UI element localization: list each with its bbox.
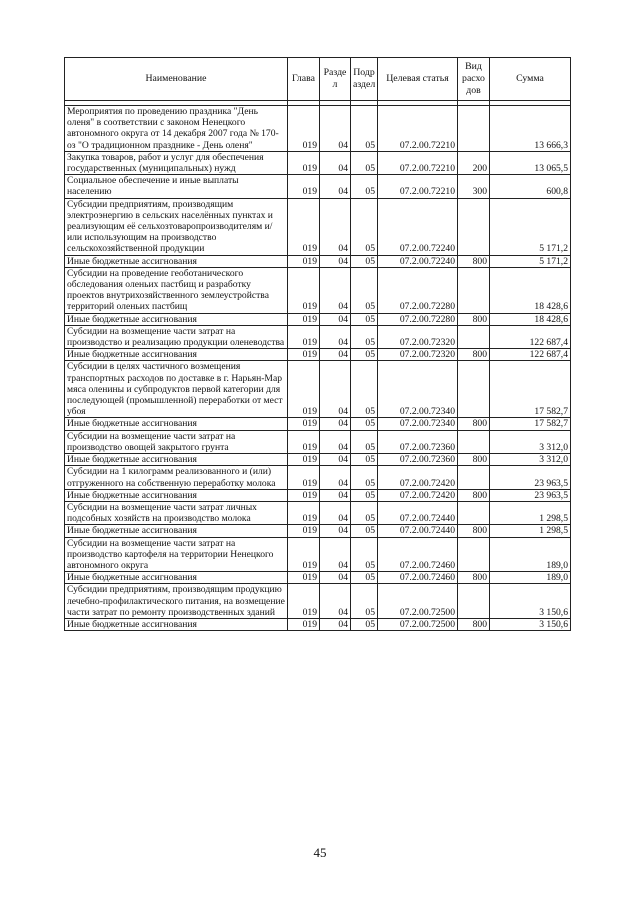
cell-name: Иные бюджетные ассигнования xyxy=(65,489,288,501)
cell-sum: 23 963,5 xyxy=(490,466,571,489)
cell-name: Субсидии на возмещение части затрат на производство картофеля на территории Ненецкого автономного округа xyxy=(65,537,288,572)
cell-name: Субсидии предприятиям, производящим электроэнергию в сельских населённых пунктах и реализующим её сельхозтоваропроизводителям и/или использующим на производство сельскохозяйственной продукции xyxy=(65,198,288,255)
cell-target-article: 07.2.00.72440 xyxy=(378,525,458,537)
cell-sum: 5 171,2 xyxy=(490,255,571,267)
cell-subsection: 05 xyxy=(351,501,378,524)
cell-target-article: 07.2.00.72500 xyxy=(378,584,458,619)
cell-expense-type: 200 xyxy=(458,151,490,174)
cell-subsection: 05 xyxy=(351,430,378,453)
cell-subsection: 05 xyxy=(351,349,378,361)
header-sum: Сумма xyxy=(490,58,571,101)
cell-expense-type: 800 xyxy=(458,454,490,466)
cell-sum: 3 312,0 xyxy=(490,454,571,466)
cell-chapter: 019 xyxy=(288,361,320,418)
cell-sum: 18 428,6 xyxy=(490,267,571,313)
table-row xyxy=(65,255,571,267)
cell-expense-type xyxy=(458,466,490,489)
cell-sum: 189,0 xyxy=(490,537,571,572)
table-row xyxy=(65,313,571,325)
cell-expense-type: 800 xyxy=(458,489,490,501)
cell-target-article: 07.2.00.72320 xyxy=(378,349,458,361)
cell-expense-type xyxy=(458,501,490,524)
cell-name: Субсидии на возмещение части затрат личных подсобных хозяйств на производство молока xyxy=(65,501,288,524)
table-row xyxy=(65,198,571,255)
cell-name: Субсидии на проведение геоботанического обследования оленьих пастбищ и разработку проектов внутрихозяйственного землеустройства территорий оленьих пастбищ xyxy=(65,267,288,313)
cell-name: Иные бюджетные ассигнования xyxy=(65,618,288,630)
cell-section: 04 xyxy=(320,525,351,537)
cell-subsection: 05 xyxy=(351,466,378,489)
header-target-article: Целевая статья xyxy=(378,58,458,101)
cell-target-article: 07.2.00.72460 xyxy=(378,572,458,584)
cell-name: Субсидии предприятиям, производящим продукцию лечебно-профилактического питания, на возмещение части затрат по ремонту производственных зданий xyxy=(65,584,288,619)
cell-section: 04 xyxy=(320,255,351,267)
table-row xyxy=(65,430,571,453)
cell-name: Иные бюджетные ассигнования xyxy=(65,418,288,430)
cell-target-article: 07.2.00.72280 xyxy=(378,267,458,313)
cell-sum: 3 150,6 xyxy=(490,584,571,619)
cell-section: 04 xyxy=(320,198,351,255)
table-row xyxy=(65,267,571,313)
cell-section: 04 xyxy=(320,418,351,430)
cell-target-article: 07.2.00.72360 xyxy=(378,454,458,466)
cell-sum: 17 582,7 xyxy=(490,418,571,430)
cell-sum: 18 428,6 xyxy=(490,313,571,325)
table-row xyxy=(65,618,571,630)
cell-section: 04 xyxy=(320,572,351,584)
cell-expense-type: 300 xyxy=(458,175,490,198)
cell-target-article: 07.2.00.72210 xyxy=(378,175,458,198)
cell-chapter: 019 xyxy=(288,584,320,619)
cell-target-article: 07.2.00.72440 xyxy=(378,501,458,524)
cell-chapter: 019 xyxy=(288,198,320,255)
header-expense-type: Вид расхо дов xyxy=(458,58,490,101)
cell-target-article: 07.2.00.72420 xyxy=(378,489,458,501)
cell-section: 04 xyxy=(320,466,351,489)
cell-expense-type: 800 xyxy=(458,313,490,325)
cell-expense-type xyxy=(458,430,490,453)
cell-target-article: 07.2.00.72320 xyxy=(378,325,458,348)
page-number: 45 xyxy=(313,845,327,860)
cell-expense-type: 800 xyxy=(458,572,490,584)
table-row xyxy=(65,501,571,524)
cell-expense-type xyxy=(458,267,490,313)
cell-sum: 600,8 xyxy=(490,175,571,198)
table-row xyxy=(65,106,571,152)
cell-target-article: 07.2.00.72340 xyxy=(378,418,458,430)
cell-chapter: 019 xyxy=(288,151,320,174)
cell-chapter: 019 xyxy=(288,313,320,325)
table-row xyxy=(65,418,571,430)
cell-sum: 1 298,5 xyxy=(490,501,571,524)
cell-target-article: 07.2.00.72340 xyxy=(378,361,458,418)
cell-subsection: 05 xyxy=(351,537,378,572)
cell-chapter: 019 xyxy=(288,430,320,453)
cell-sum: 122 687,4 xyxy=(490,325,571,348)
cell-chapter: 019 xyxy=(288,267,320,313)
cell-name: Субсидии на возмещение части затрат на производство и реализацию продукции оленеводства xyxy=(65,325,288,348)
cell-section: 04 xyxy=(320,430,351,453)
cell-sum: 122 687,4 xyxy=(490,349,571,361)
cell-section: 04 xyxy=(320,313,351,325)
cell-subsection: 05 xyxy=(351,151,378,174)
cell-expense-type xyxy=(458,325,490,348)
cell-section: 04 xyxy=(320,584,351,619)
cell-name: Иные бюджетные ассигнования xyxy=(65,349,288,361)
cell-chapter: 019 xyxy=(288,454,320,466)
cell-chapter: 019 xyxy=(288,349,320,361)
cell-chapter: 019 xyxy=(288,525,320,537)
cell-sum: 17 582,7 xyxy=(490,361,571,418)
cell-section: 04 xyxy=(320,349,351,361)
table-row xyxy=(65,466,571,489)
cell-sum: 23 963,5 xyxy=(490,489,571,501)
cell-subsection: 05 xyxy=(351,313,378,325)
cell-expense-type: 800 xyxy=(458,255,490,267)
cell-subsection: 05 xyxy=(351,525,378,537)
cell-subsection: 05 xyxy=(351,572,378,584)
cell-expense-type xyxy=(458,537,490,572)
cell-sum: 3 312,0 xyxy=(490,430,571,453)
cell-sum: 13 666,3 xyxy=(490,106,571,152)
cell-subsection: 05 xyxy=(351,175,378,198)
cell-sum: 189,0 xyxy=(490,572,571,584)
cell-expense-type xyxy=(458,584,490,619)
cell-section: 04 xyxy=(320,537,351,572)
cell-expense-type: 800 xyxy=(458,418,490,430)
cell-name: Иные бюджетные ассигнования xyxy=(65,572,288,584)
table-row xyxy=(65,584,571,619)
cell-name: Социальное обеспечение и иные выплаты населению xyxy=(65,175,288,198)
cell-subsection: 05 xyxy=(351,255,378,267)
cell-target-article: 07.2.00.72280 xyxy=(378,313,458,325)
cell-chapter: 019 xyxy=(288,501,320,524)
cell-chapter: 019 xyxy=(288,106,320,152)
cell-subsection: 05 xyxy=(351,418,378,430)
header-name: Наименование xyxy=(65,58,288,101)
cell-name: Иные бюджетные ассигнования xyxy=(65,255,288,267)
table-row xyxy=(65,525,571,537)
table-row xyxy=(65,175,571,198)
cell-chapter: 019 xyxy=(288,572,320,584)
cell-section: 04 xyxy=(320,361,351,418)
cell-name: Иные бюджетные ассигнования xyxy=(65,454,288,466)
cell-name: Субсидии на возмещение части затрат на производство овощей закрытого грунта xyxy=(65,430,288,453)
cell-subsection: 05 xyxy=(351,584,378,619)
cell-chapter: 019 xyxy=(288,466,320,489)
cell-section: 04 xyxy=(320,454,351,466)
cell-target-article: 07.2.00.72500 xyxy=(378,618,458,630)
budget-table xyxy=(64,57,571,631)
cell-target-article: 07.2.00.72420 xyxy=(378,466,458,489)
cell-target-article: 07.2.00.72210 xyxy=(378,151,458,174)
cell-section: 04 xyxy=(320,106,351,152)
table-row xyxy=(65,572,571,584)
cell-chapter: 019 xyxy=(288,618,320,630)
cell-subsection: 05 xyxy=(351,267,378,313)
cell-chapter: 019 xyxy=(288,537,320,572)
table-row xyxy=(65,325,571,348)
cell-expense-type: 800 xyxy=(458,618,490,630)
cell-section: 04 xyxy=(320,501,351,524)
cell-target-article: 07.2.00.72210 xyxy=(378,106,458,152)
header-chapter: Глава xyxy=(288,58,320,101)
cell-expense-type: 800 xyxy=(458,349,490,361)
cell-chapter: 019 xyxy=(288,418,320,430)
cell-name: Иные бюджетные ассигнования xyxy=(65,525,288,537)
cell-sum: 13 065,5 xyxy=(490,151,571,174)
cell-chapter: 019 xyxy=(288,489,320,501)
cell-sum: 1 298,5 xyxy=(490,525,571,537)
cell-chapter: 019 xyxy=(288,175,320,198)
table-row xyxy=(65,151,571,174)
cell-subsection: 05 xyxy=(351,361,378,418)
table-row xyxy=(65,349,571,361)
cell-sum: 3 150,6 xyxy=(490,618,571,630)
table-row xyxy=(65,489,571,501)
cell-subsection: 05 xyxy=(351,618,378,630)
cell-section: 04 xyxy=(320,325,351,348)
cell-subsection: 05 xyxy=(351,489,378,501)
cell-chapter: 019 xyxy=(288,255,320,267)
cell-name: Закупка товаров, работ и услуг для обеспечения государственных (муниципальных) нужд xyxy=(65,151,288,174)
cell-name: Субсидии в целях частичного возмещения транспортных расходов по доставке в г. Нарьян-Мар мяса оленины и субпродуктов первой категории для последующей (промышленной) переработки от мест убоя xyxy=(65,361,288,418)
cell-target-article: 07.2.00.72360 xyxy=(378,430,458,453)
cell-expense-type xyxy=(458,361,490,418)
cell-section: 04 xyxy=(320,175,351,198)
cell-section: 04 xyxy=(320,618,351,630)
cell-subsection: 05 xyxy=(351,325,378,348)
cell-expense-type xyxy=(458,198,490,255)
cell-expense-type: 800 xyxy=(458,525,490,537)
table-row xyxy=(65,537,571,572)
cell-subsection: 05 xyxy=(351,454,378,466)
cell-name: Мероприятия по проведению праздника "День оленя" в соответствии с законом Ненецкого автономного округа от 14 декабря 2007 года № 170-оз "О традиционном празднике - День оленя" xyxy=(65,106,288,152)
cell-subsection: 05 xyxy=(351,198,378,255)
cell-target-article: 07.2.00.72460 xyxy=(378,537,458,572)
cell-subsection: 05 xyxy=(351,106,378,152)
table-row xyxy=(65,454,571,466)
table-header-row xyxy=(65,58,571,101)
header-section: Разде л xyxy=(320,58,351,101)
cell-section: 04 xyxy=(320,151,351,174)
cell-target-article: 07.2.00.72240 xyxy=(378,255,458,267)
header-subsection: Подр аздел xyxy=(351,58,378,101)
cell-target-article: 07.2.00.72240 xyxy=(378,198,458,255)
cell-expense-type xyxy=(458,106,490,152)
cell-sum: 5 171,2 xyxy=(490,198,571,255)
cell-name: Субсидии на 1 килограмм реализованного и (или) отгруженного на собственную переработку молока xyxy=(65,466,288,489)
cell-section: 04 xyxy=(320,489,351,501)
table-row xyxy=(65,361,571,418)
cell-section: 04 xyxy=(320,267,351,313)
cell-name: Иные бюджетные ассигнования xyxy=(65,313,288,325)
table-body xyxy=(65,106,571,631)
cell-chapter: 019 xyxy=(288,325,320,348)
